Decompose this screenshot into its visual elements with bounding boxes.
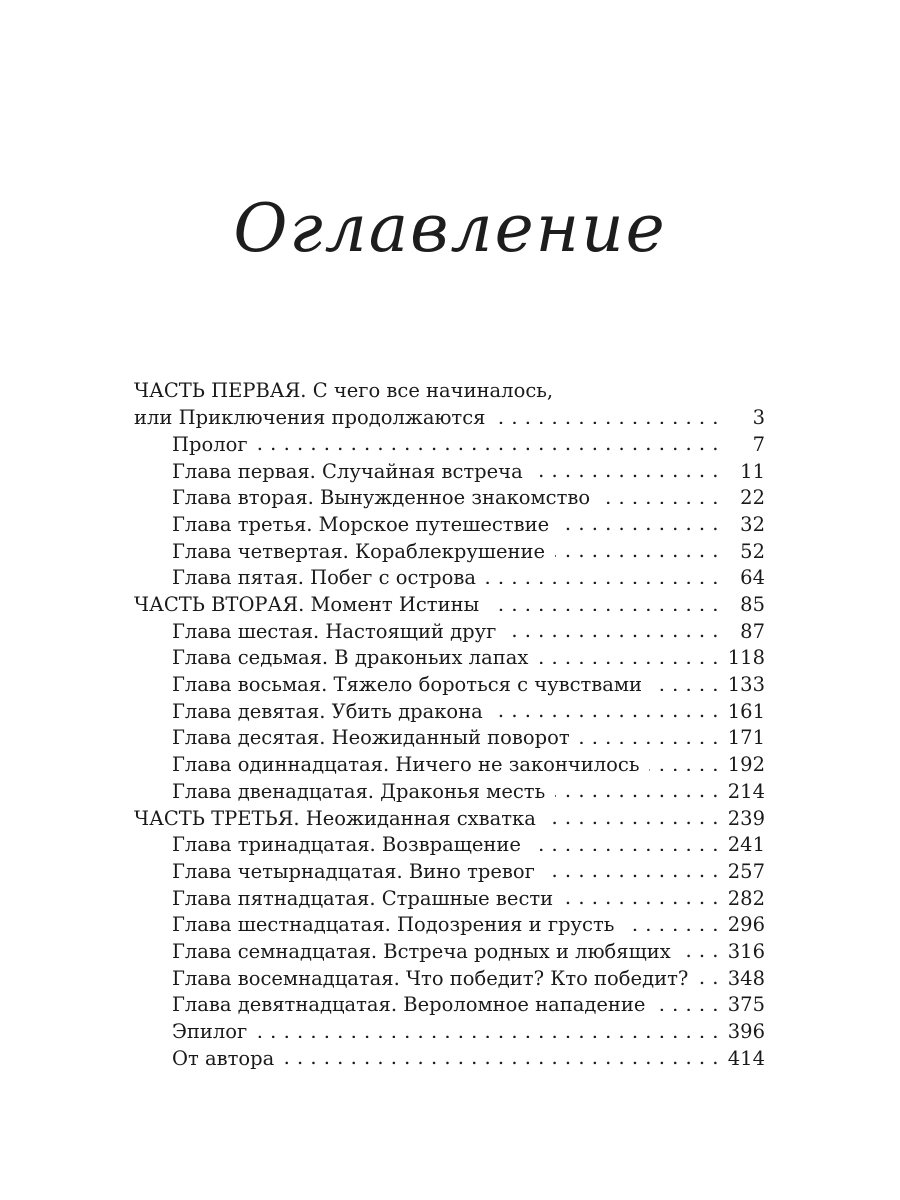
toc-entry[interactable] [134, 778, 765, 805]
toc-entry[interactable] [134, 698, 765, 725]
page-title: Оглавление [233, 190, 667, 267]
toc-page-number: 241 [727, 833, 765, 857]
dot-leader [489, 592, 719, 612]
toc-page-number: 64 [740, 566, 765, 590]
toc-entry-title: Глава восьмая. Тяжело бороться с чувствами [172, 673, 643, 697]
toc-part-heading [134, 378, 765, 405]
table-of-contents [134, 378, 765, 1072]
toc-entry[interactable] [134, 992, 765, 1019]
dot-leader [531, 832, 719, 852]
toc-entry-title: Глава девятнадцатая. Вероломное нападение [172, 993, 646, 1017]
toc-entry[interactable] [134, 725, 765, 752]
toc-page-number: 239 [727, 806, 765, 830]
toc-entry-title: Глава восемнадцатая. Что победит? Кто победит? [172, 966, 689, 990]
toc-page-number: 85 [740, 593, 765, 616]
toc-entry[interactable] [134, 485, 765, 512]
toc-entry-title: Глава шестнадцатая. Подозрения и грусть [172, 913, 615, 937]
toc-entry[interactable] [134, 1019, 765, 1046]
dot-leader [580, 725, 719, 745]
toc-entry-title: Глава первая. Случайная встреча [172, 459, 523, 483]
toc-page-number: 3 [752, 406, 765, 430]
toc-page-number: 22 [740, 486, 765, 510]
toc-entry-title: Пролог [172, 432, 248, 456]
toc-page-number: 396 [727, 1020, 765, 1043]
toc-page-number: 7 [752, 432, 765, 456]
toc-page-number: 192 [727, 753, 765, 777]
dot-leader [600, 485, 719, 505]
dot-leader [495, 405, 719, 425]
dot-leader [533, 458, 719, 478]
toc-entry[interactable] [134, 858, 765, 885]
toc-entry[interactable] [134, 431, 765, 458]
dot-leader [655, 992, 719, 1012]
dot-leader [555, 778, 719, 798]
toc-entry-title: Глава четырнадцатая. Вино тревог [172, 859, 535, 883]
toc-part-title: ЧАСТЬ ТРЕТЬЯ. Неожиданная схватка [134, 806, 536, 830]
toc-entry[interactable] [134, 912, 765, 939]
dot-leader [559, 511, 719, 531]
toc-part-title-line2: или Приключения продолжаются [134, 406, 486, 430]
toc-entry-title: Глава пятнадцатая. Страшные вести [172, 886, 554, 910]
toc-page-number: 414 [727, 1046, 765, 1070]
toc-page-number: 348 [727, 966, 765, 990]
dot-leader [649, 752, 719, 772]
toc-entry[interactable] [134, 1045, 765, 1072]
toc-page-number: 214 [727, 779, 765, 803]
toc-entry[interactable] [134, 938, 765, 965]
toc-entry-title: Глава третья. Морское путешествие [172, 512, 550, 536]
toc-entry[interactable] [134, 832, 765, 859]
dot-leader [652, 672, 719, 692]
toc-page-number: 375 [727, 993, 765, 1017]
toc-page-number: 282 [727, 886, 765, 910]
toc-page-number: 316 [727, 939, 765, 963]
toc-entry[interactable] [134, 965, 765, 992]
toc-entry[interactable] [134, 511, 765, 538]
toc-page-number: 257 [727, 859, 765, 883]
toc-entry-title: Глава тринадцатая. Возвращение [172, 833, 521, 857]
toc-entry-title: Глава седьмая. В драконьих лапах [172, 646, 529, 670]
dot-leader [624, 912, 719, 932]
dot-leader [563, 885, 719, 905]
toc-part-heading[interactable] [134, 592, 765, 619]
toc-entry-title: Глава двенадцатая. Драконья месть [172, 779, 546, 803]
toc-entry-title: Глава шестая. Настоящий друг [172, 619, 497, 643]
toc-entry-title: Глава одиннадцатая. Ничего не закончилось [172, 753, 640, 777]
toc-entry-title: Глава четвертая. Кораблекрушение [172, 539, 546, 563]
dot-leader [538, 645, 719, 665]
dot-leader [698, 965, 719, 985]
toc-entry[interactable] [134, 458, 765, 485]
toc-page-number: 87 [740, 619, 765, 643]
toc-entry[interactable] [134, 672, 765, 699]
toc-entry[interactable] [134, 538, 765, 565]
dot-leader [545, 858, 719, 878]
dot-leader [546, 805, 719, 825]
toc-entry[interactable] [134, 885, 765, 912]
toc-page-number: 52 [740, 539, 765, 563]
dot-leader [493, 698, 719, 718]
toc-entry[interactable] [134, 752, 765, 779]
toc-page-number: 32 [740, 512, 765, 536]
toc-part-title-line1: ЧАСТЬ ПЕРВАЯ. С чего все начиналось, [134, 379, 554, 402]
dot-leader [506, 618, 719, 638]
toc-entry-title: Глава пятая. Побег с острова [172, 566, 476, 590]
dot-leader [486, 565, 719, 585]
toc-page-number: 171 [727, 726, 765, 750]
toc-entry[interactable] [134, 645, 765, 672]
toc-part-heading[interactable] [134, 805, 765, 832]
toc-page-number: 296 [727, 913, 765, 937]
toc-entry[interactable] [134, 565, 765, 592]
toc-part-heading[interactable] [134, 405, 765, 432]
toc-page-number: 11 [740, 459, 765, 483]
toc-entry-title: Глава вторая. Вынужденное знакомство [172, 486, 591, 510]
dot-leader [284, 1045, 719, 1065]
dot-leader [257, 1019, 719, 1039]
dot-leader [555, 538, 719, 558]
toc-entry-title: Глава девятая. Убить дракона [172, 699, 483, 723]
dot-leader [681, 938, 719, 958]
toc-part-title: ЧАСТЬ ВТОРАЯ. Момент Истины [134, 593, 480, 616]
dot-leader [258, 431, 719, 451]
toc-entry-title: От автора [172, 1046, 275, 1070]
toc-page-number: 118 [727, 646, 765, 670]
toc-entry-title: Глава семнадцатая. Встреча родных и любящих [172, 939, 671, 963]
toc-page-number: 161 [727, 699, 765, 723]
toc-entry-title: Глава десятая. Неожиданный поворот [172, 726, 570, 750]
toc-entry-title: Эпилог [172, 1020, 248, 1043]
toc-entry[interactable] [134, 618, 765, 645]
toc-page-number: 133 [727, 673, 765, 697]
